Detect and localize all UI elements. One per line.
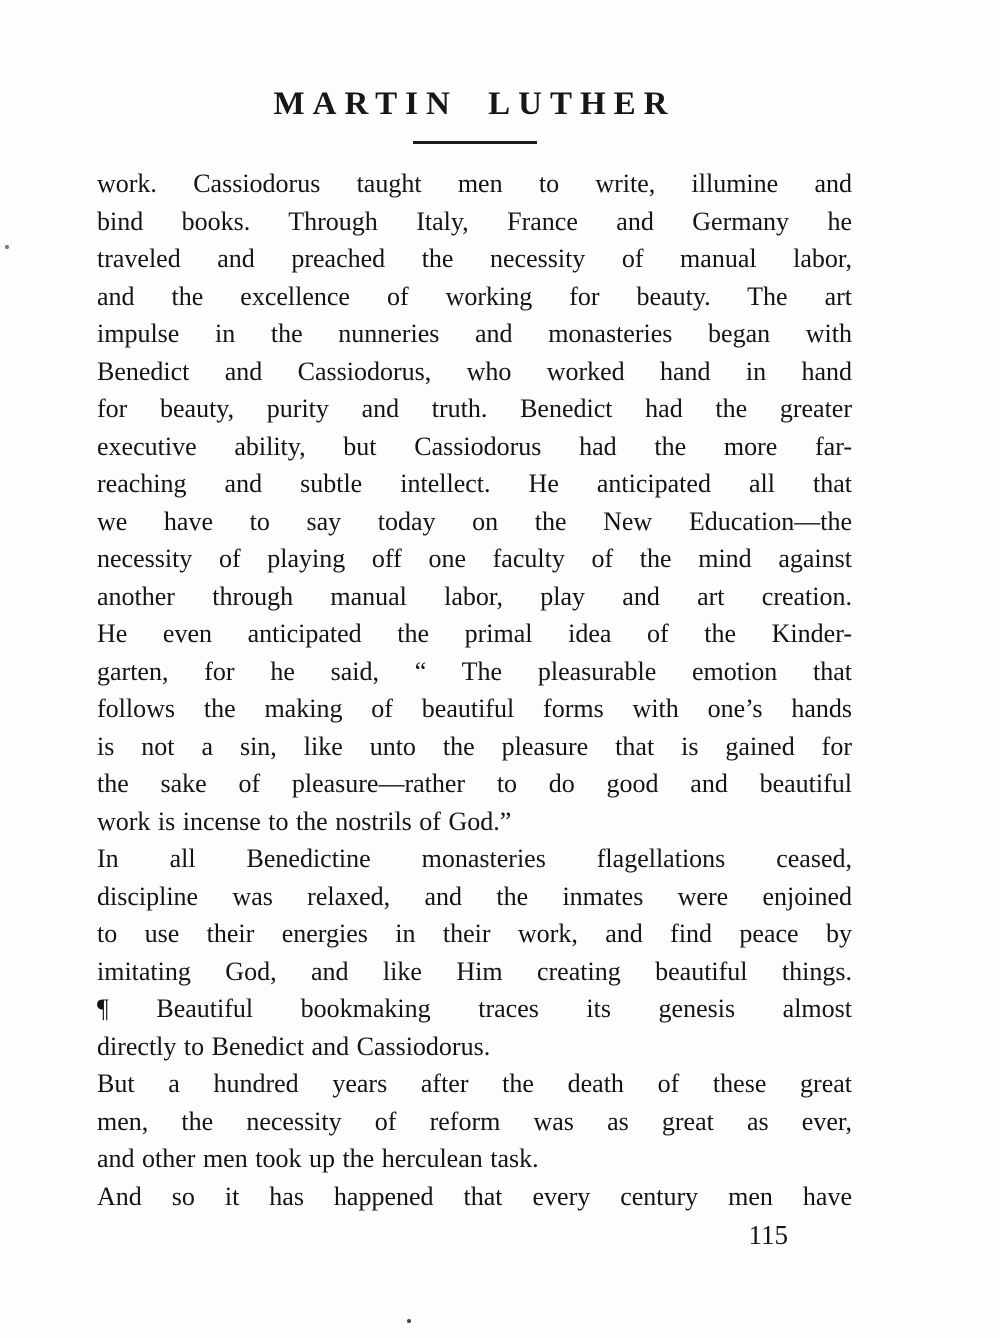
text-line: for beauty, purity and truth. Benedict had the greater	[97, 394, 852, 423]
text-line: garten, for he said, “ The pleasurable emotion that	[97, 656, 852, 686]
text-line: executive ability, but Cassiodorus had the more far-	[97, 431, 852, 461]
text-line: work is incense to the nostrils of God.”	[97, 806, 512, 836]
text-line: to use their energies in their work, and find peace by	[97, 919, 852, 948]
text-line: bind books. Through Italy, France and Germany he	[97, 206, 852, 236]
text-line: impulse in the nunneries and monasteries began with	[97, 319, 852, 348]
text-line: is not a sin, like unto the pleasure that is gained for	[97, 731, 852, 761]
text-line: But a hundred years after the death of these great	[97, 1069, 852, 1098]
text-line: Benedict and Cassiodorus, who worked hand in hand	[97, 356, 852, 386]
text-line: ¶ Beautiful bookmaking traces its genesis almost	[97, 994, 852, 1023]
scan-speck	[407, 1319, 411, 1323]
title-divider	[413, 141, 537, 144]
text-line: the sake of pleasure—rather to do good and beautiful	[97, 769, 852, 798]
text-line: traveled and preached the necessity of manual labor,	[97, 244, 852, 273]
text-line: directly to Benedict and Cassiodorus.	[97, 1031, 491, 1061]
text-line: And so it has happened that every century men have	[97, 1181, 852, 1211]
text-line: reaching and subtle intellect. He anticipated all that	[97, 469, 852, 498]
text-line: discipline was relaxed, and the inmates were enjoined	[97, 881, 852, 911]
text-line: imitating God, and like Him creating beautiful things.	[97, 956, 852, 986]
text-line: another through manual labor, play and art creation.	[97, 581, 852, 611]
page-title: MARTIN LUTHER	[273, 86, 676, 122]
text-line: follows the making of beautiful forms with one’s hands	[97, 694, 852, 723]
text-line: In all Benedictine monasteries flagellations ceased,	[97, 844, 852, 873]
text-line: He even anticipated the primal idea of the Kinder-	[97, 619, 852, 648]
text-line: work. Cassiodorus taught men to write, illumine and	[97, 169, 852, 198]
text-line: men, the necessity of reform was as great as ever,	[97, 1106, 852, 1136]
text-column	[97, 0, 852, 1254]
scan-speck	[5, 245, 9, 249]
text-line: we have to say today on the New Education—the	[97, 506, 852, 536]
text-line: and the excellence of working for beauty. The art	[97, 281, 852, 311]
text-line: necessity of playing off one faculty of the mind against	[97, 544, 852, 573]
page-number: 115	[748, 1220, 788, 1250]
text-line: and other men took up the herculean task.	[97, 1144, 539, 1173]
body-text	[97, 165, 852, 1215]
